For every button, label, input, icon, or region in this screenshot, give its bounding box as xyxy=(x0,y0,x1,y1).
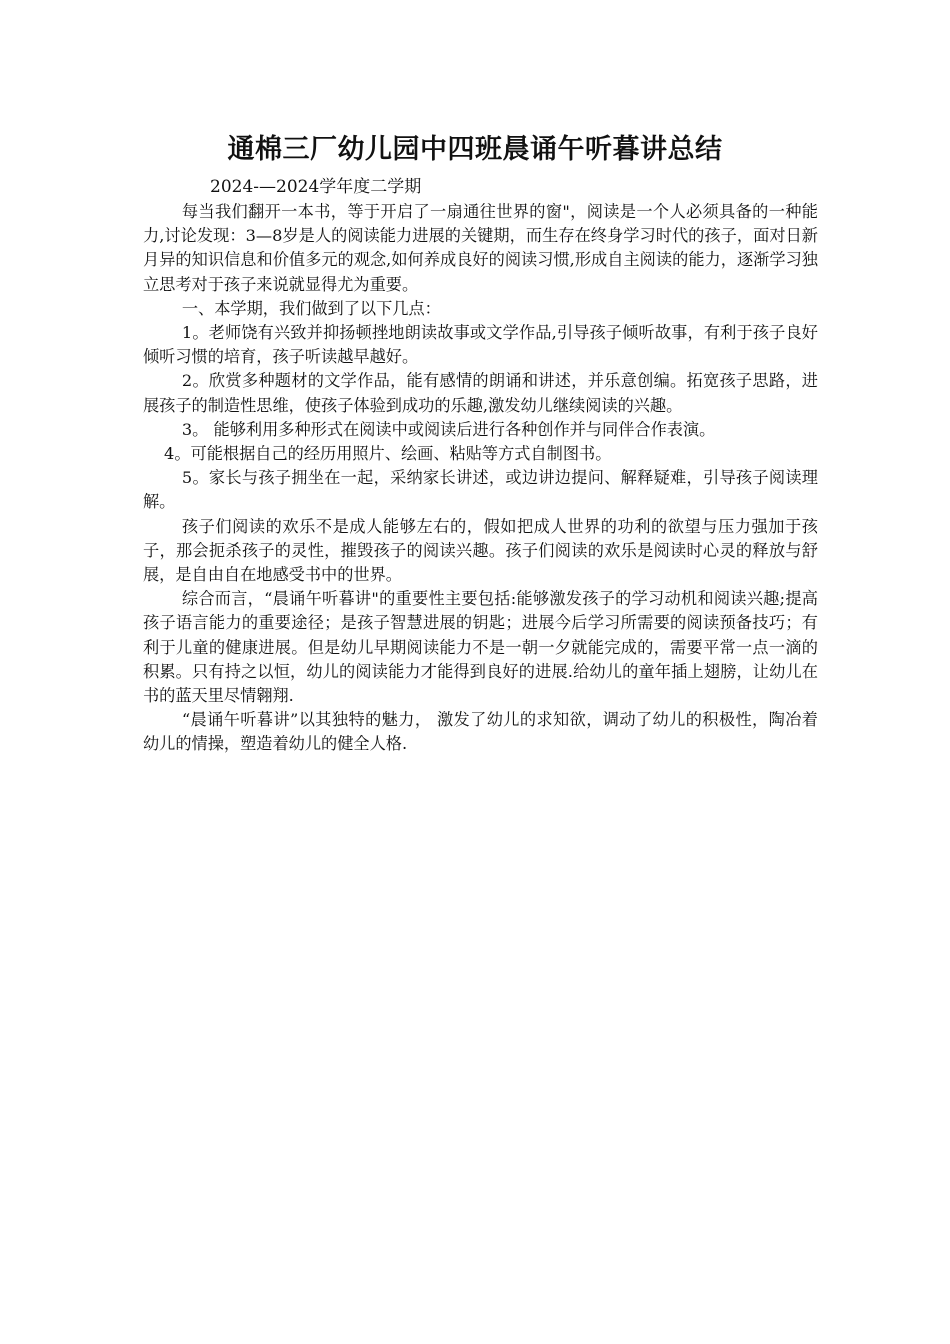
paragraph-joy: 孩子们阅读的欢乐不是成人能够左右的，假如把成人世界的功利的欲望与压力强加于孩子，那会扼杀孩子的灵性，摧毁孩子的阅读兴趣。孩子们阅读的欢乐是阅读时心灵的释放与舒展，是自由自在地感受书中的世界。 xyxy=(143,516,818,585)
list-item-1: 1。老师饶有兴致并抑扬顿挫地朗读故事或文学作品,引导孩子倾听故事，有利于孩子良好倾听习惯的培育，孩子听读越早越好。 xyxy=(143,323,818,367)
paragraph-summary: 综合而言，“晨诵午听暮讲"的重要性主要包括:能够激发孩子的学习动机和阅读兴趣;提高孩子语言能力的重要途径；是孩子智慧进展的钥匙；进展今后学习所需要的阅读预备技巧；有利于儿童的健康进展。但是幼儿早期阅读能力不是一朝一夕就能完成的，需要平常一点一滴的积累。只有持之以恒，幼儿的阅读能力才能得到良好的进展.给幼儿的童年插上翅膀，让幼儿在书的蓝天里尽情翱翔. xyxy=(143,589,818,706)
list-item-3: 3。 能够利用多种形式在阅读中或阅读后进行各种创作并与同伴合作表演。 xyxy=(181,419,716,439)
list-item-2: 2。欣赏多种题材的文学作品，能有感情的朗诵和讲述，并乐意创编。拓宽孩子思路，进展孩子的制造性思维，使孩子体验到成功的乐趣,激发幼儿继续阅读的兴趣。 xyxy=(143,371,818,415)
section-heading: 一、本学期，我们做到了以下几点： xyxy=(181,298,441,318)
list-item-4: 4。可能根据自己的经历用照片、绘画、粘贴等方式自制图书。 xyxy=(164,444,612,464)
list-item-5: 5。家长与孩子拥坐在一起，采纳家长讲述，或边讲边提问、解释疑难，引导孩子阅读理解。 xyxy=(143,468,818,512)
paragraph-intro: 每当我们翻开一本书，等于开启了一扇通往世界的窗"，阅读是一个人必须具备的一种能力,讨论发现：3—8岁是人的阅读能力进展的关键期，而生存在终身学习时代的孩子，面对日新月异的知识信息和价值多元的观念,如何养成良好的阅读习惯,形成自主阅读的能力，逐渐学习独立思考对于孩子来说就显得尤为重要。 xyxy=(143,202,818,294)
document-subtitle: 2024-—2024学年度二学期 xyxy=(210,177,422,197)
paragraph-closing: “晨诵午听暮讲”以其独特的魅力， 激发了幼儿的求知欲，调动了幼儿的积极性，陶冶着幼儿的情操，塑造着幼儿的健全人格. xyxy=(143,710,818,754)
document-body xyxy=(143,200,818,757)
document-title: 通棉三厂幼儿园中四班晨诵午听暮讲总结 xyxy=(227,134,723,165)
